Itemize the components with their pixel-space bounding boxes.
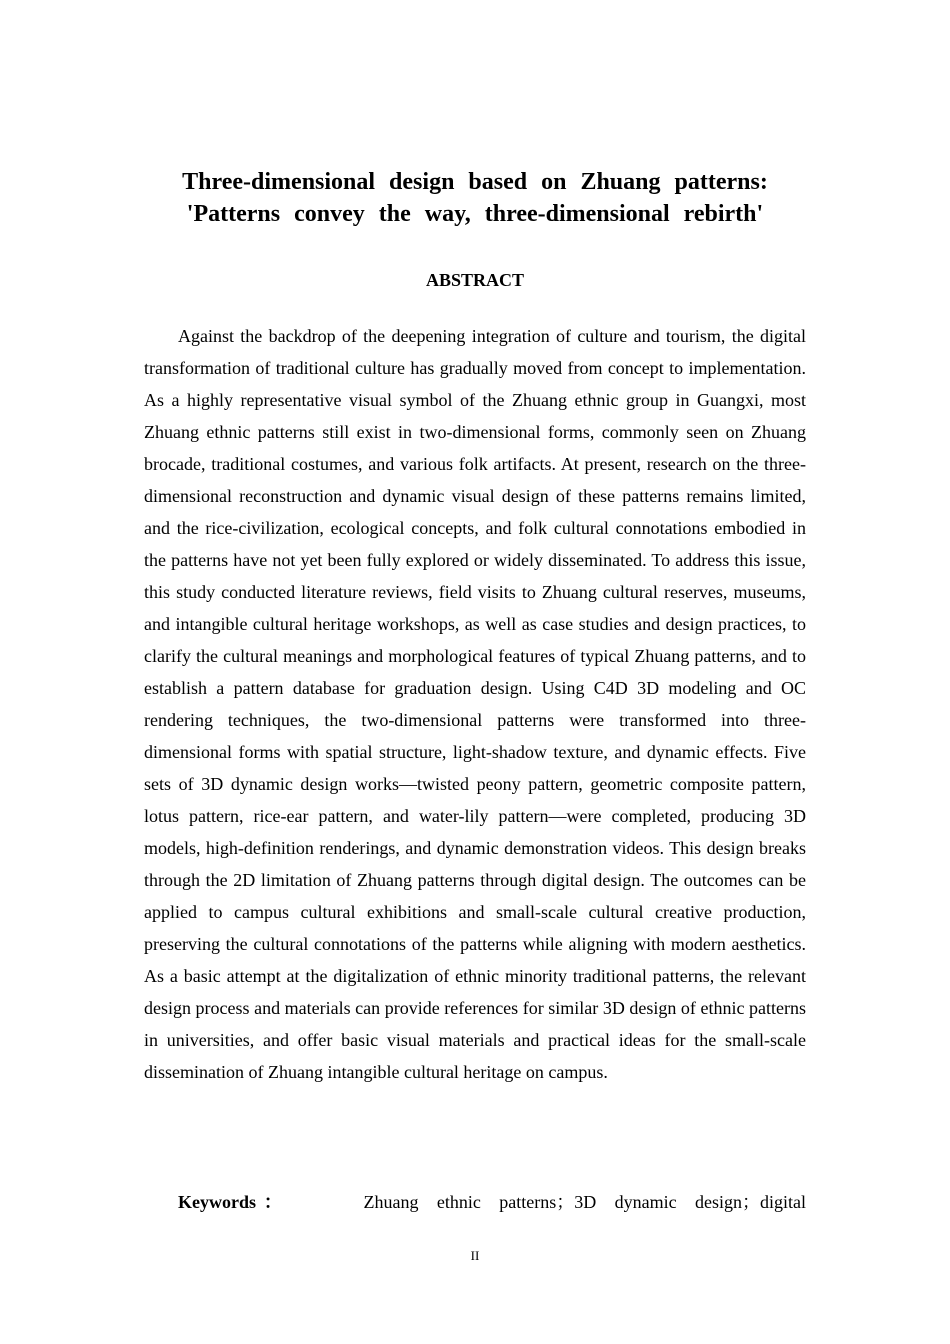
paper-title-line-2: 'Patterns convey the way, three-dimensional rebirth' — [186, 201, 764, 227]
keywords-line — [144, 1186, 806, 1218]
page-number: II — [470, 1248, 480, 1263]
abstract-heading: ABSTRACT — [425, 270, 525, 290]
paper-title — [144, 166, 806, 230]
abstract-body: Against the backdrop of the deepening integration of culture and tourism, the digital transformation of traditional culture has gradually moved from concept to implementation. As a highly representative visual symbol of the Zhuang ethnic group in Guangxi, most Zhuang ethnic patterns still exist in two-dimensional forms, commonly seen on Zhuang brocade, traditional costumes, and various folk artifacts. At present, research on the three-dimensional reconstruction and dynamic visual design of these patterns remains limited, and the rice-civilization, ecological concepts, and folk cultural connotations embodied in the patterns have not yet been fully explored or widely disseminated. To address this issue, this study conducted literature reviews, field visits to Zhuang cultural reserves, museums, and intangible cultural heritage workshops, as well as case studies and design practices, to clarify the cultural meanings and morphological features of typical Zhuang patterns, and to establish a pattern database for graduation design. Using C4D 3D modeling and OC rendering techniques, the two-dimensional patterns were transformed into three-dimensional forms with spatial structure, light-shadow texture, and dynamic effects. Five sets of 3D dynamic design works—twisted peony pattern, geometric composite pattern, lotus pattern, rice-ear pattern, and water-lily pattern—were completed, producing 3D models, high-definition renderings, and dynamic demonstration videos. This design breaks through the 2D limitation of Zhuang patterns through digital design. The outcomes can be applied to campus cultural exhibitions and small-scale cultural creative production, preserving the cultural connotations of the patterns while aligning with modern aesthetics. As a basic attempt at the digitalization of ethnic minority traditional patterns, the relevant design process and materials can provide references for similar 3D design of ethnic patterns in universities, and offer basic visual materials and practical ideas for the small-scale dissemination of Zhuang intangible cultural heritage on campus. — [144, 326, 806, 1082]
keywords-label: Keywords： — [178, 1192, 290, 1212]
keywords-text: Zhuang ethnic patterns；3D dynamic design；digital — [363, 1192, 806, 1212]
paper-title-line-1: Three-dimensional design based on Zhuang patterns: — [182, 169, 768, 195]
